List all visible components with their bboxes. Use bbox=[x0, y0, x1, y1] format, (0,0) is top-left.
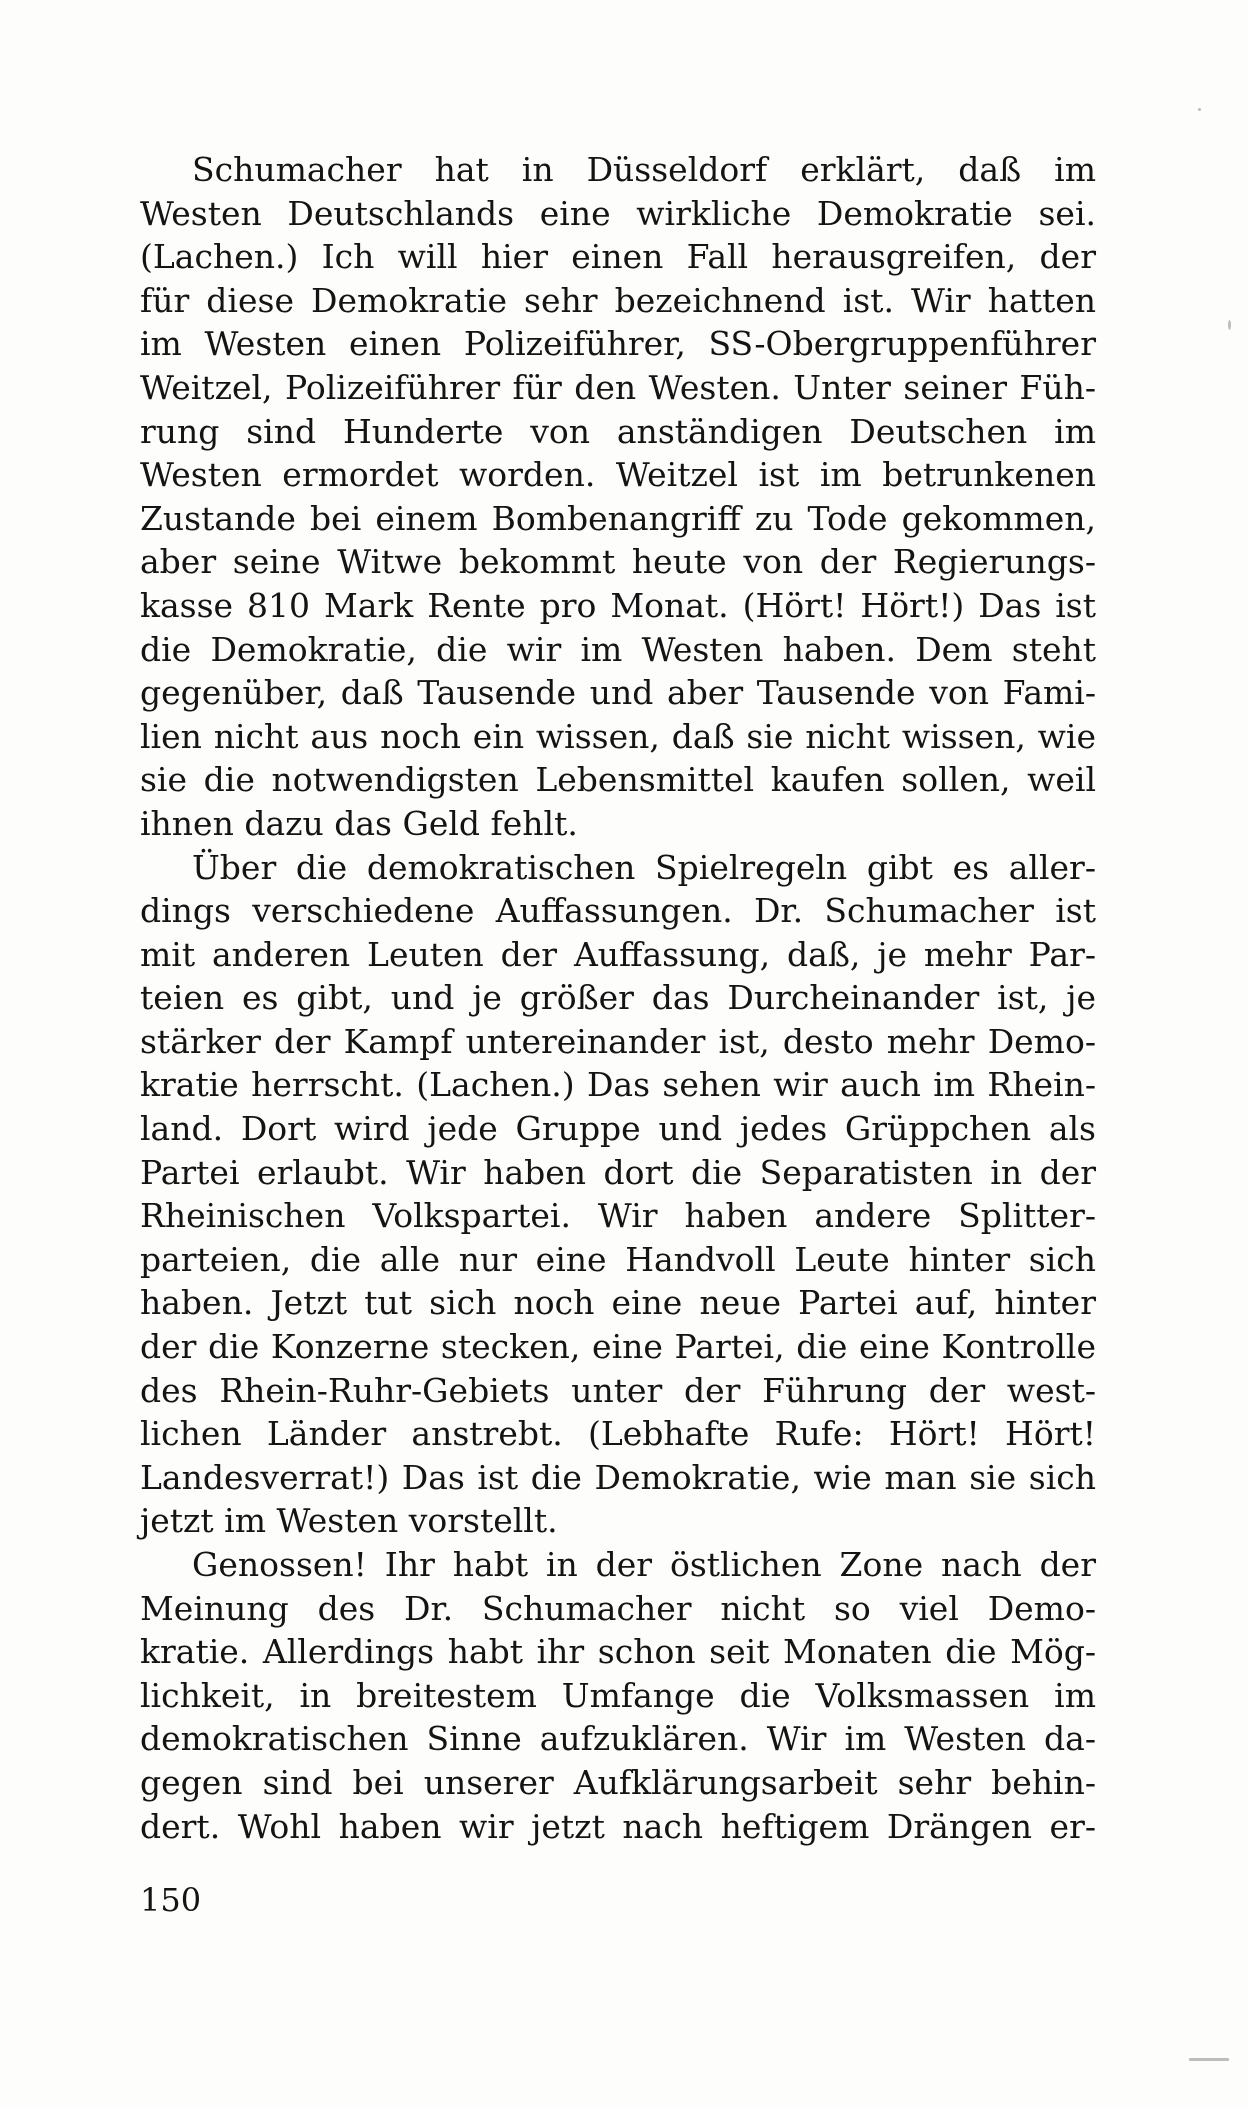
text-line: Über die demokratischen Spielregeln gibt es aller- bbox=[192, 847, 1096, 887]
text-line: Landesverrat!) Das ist die Demokratie, wie man sie sich bbox=[140, 1457, 1096, 1497]
text-line: Partei erlaubt. Wir haben dort die Separatisten in der bbox=[140, 1152, 1096, 1192]
text-line: land. Dort wird jede Gruppe und jedes Grüppchen als bbox=[140, 1109, 1096, 1149]
text-line: Westen ermordet worden. Weitzel ist im betrunkenen bbox=[140, 455, 1096, 495]
paragraph-2 bbox=[140, 846, 1096, 1544]
paragraph-3 bbox=[140, 1543, 1096, 1848]
text-line: sie die notwendigsten Lebensmittel kaufen sollen, weil bbox=[140, 760, 1096, 800]
text-line: rung sind Hunderte von anständigen Deutschen im bbox=[140, 411, 1096, 451]
text-line: lien nicht aus noch ein wissen, daß sie nicht wissen, wie bbox=[140, 716, 1096, 756]
text-line: Zustande bei einem Bombenangriff zu Tode gekommen, bbox=[140, 498, 1096, 538]
page-number: 150 bbox=[140, 1881, 202, 1919]
text-line: des Rhein-Ruhr-Gebiets unter der Führung der west- bbox=[140, 1370, 1096, 1410]
text-line: Westen Deutschlands eine wirkliche Demokratie sei. bbox=[140, 193, 1096, 233]
text-line: (Lachen.) Ich will hier einen Fall herausgreifen, der bbox=[140, 237, 1096, 277]
text-line: für diese Demokratie sehr bezeichnend ist. Wir hatten bbox=[140, 280, 1096, 320]
text-line: jetzt im Westen vorstellt. bbox=[140, 1501, 558, 1541]
text-line: Schumacher hat in Düsseldorf erklärt, daß im bbox=[192, 150, 1096, 189]
text-line: stärker der Kampf untereinander ist, desto mehr Demo- bbox=[140, 1021, 1096, 1061]
text-line: dings verschiedene Auffassungen. Dr. Schumacher ist bbox=[140, 891, 1096, 931]
text-line: gegenüber, daß Tausende und aber Tausende von Fami- bbox=[140, 673, 1096, 713]
text-line: die Demokratie, die wir im Westen haben. Dem steht bbox=[140, 629, 1096, 669]
text-line: lichen Länder anstrebt. (Lebhafte Rufe: Hört! Hört! bbox=[140, 1414, 1096, 1454]
scan-speck bbox=[1189, 2058, 1229, 2061]
text-line: lichkeit, in breitestem Umfange die Volksmassen im bbox=[140, 1675, 1096, 1715]
text-line: parteien, die alle nur eine Handvoll Leute hinter sich bbox=[140, 1239, 1096, 1279]
scan-speck bbox=[1198, 108, 1201, 111]
scan-speck bbox=[1228, 320, 1231, 330]
text-line: gegen sind bei unserer Aufklärungsarbeit sehr behin- bbox=[140, 1762, 1096, 1802]
paragraph-1 bbox=[140, 148, 1096, 846]
text-line: ihnen dazu das Geld fehlt. bbox=[140, 803, 578, 843]
text-line: der die Konzerne stecken, eine Partei, die eine Kontrolle bbox=[140, 1327, 1096, 1367]
text-line: aber seine Witwe bekommt heute von der Regierungs- bbox=[140, 542, 1096, 582]
text-line: kasse 810 Mark Rente pro Monat. (Hört! Hört!) Das ist bbox=[140, 585, 1096, 625]
text-line: Genossen! Ihr habt in der östlichen Zone nach der bbox=[192, 1545, 1096, 1584]
text-line: kratie. Allerdings habt ihr schon seit Monaten die Mög- bbox=[140, 1632, 1096, 1672]
text-line: haben. Jetzt tut sich noch eine neue Partei auf, hinter bbox=[140, 1283, 1096, 1323]
text-line: Rheinischen Volkspartei. Wir haben andere Splitter- bbox=[140, 1196, 1096, 1236]
body-text bbox=[140, 148, 1096, 1848]
text-line: mit anderen Leuten der Auffassung, daß, je mehr Par- bbox=[140, 934, 1096, 974]
text-line: Weitzel, Polizeiführer für den Westen. Unter seiner Füh- bbox=[140, 367, 1096, 407]
text-line: kratie herrscht. (Lachen.) Das sehen wir auch im Rhein- bbox=[140, 1065, 1096, 1105]
text-line: teien es gibt, und je größer das Durcheinander ist, je bbox=[140, 978, 1096, 1018]
text-line: dert. Wohl haben wir jetzt nach heftigem Drängen er- bbox=[140, 1806, 1096, 1846]
text-line: im Westen einen Polizeiführer, SS-Obergruppenführer bbox=[140, 324, 1096, 364]
text-line: Meinung des Dr. Schumacher nicht so viel Demo- bbox=[140, 1588, 1096, 1628]
text-line: demokratischen Sinne aufzuklären. Wir im Westen da- bbox=[140, 1719, 1096, 1759]
